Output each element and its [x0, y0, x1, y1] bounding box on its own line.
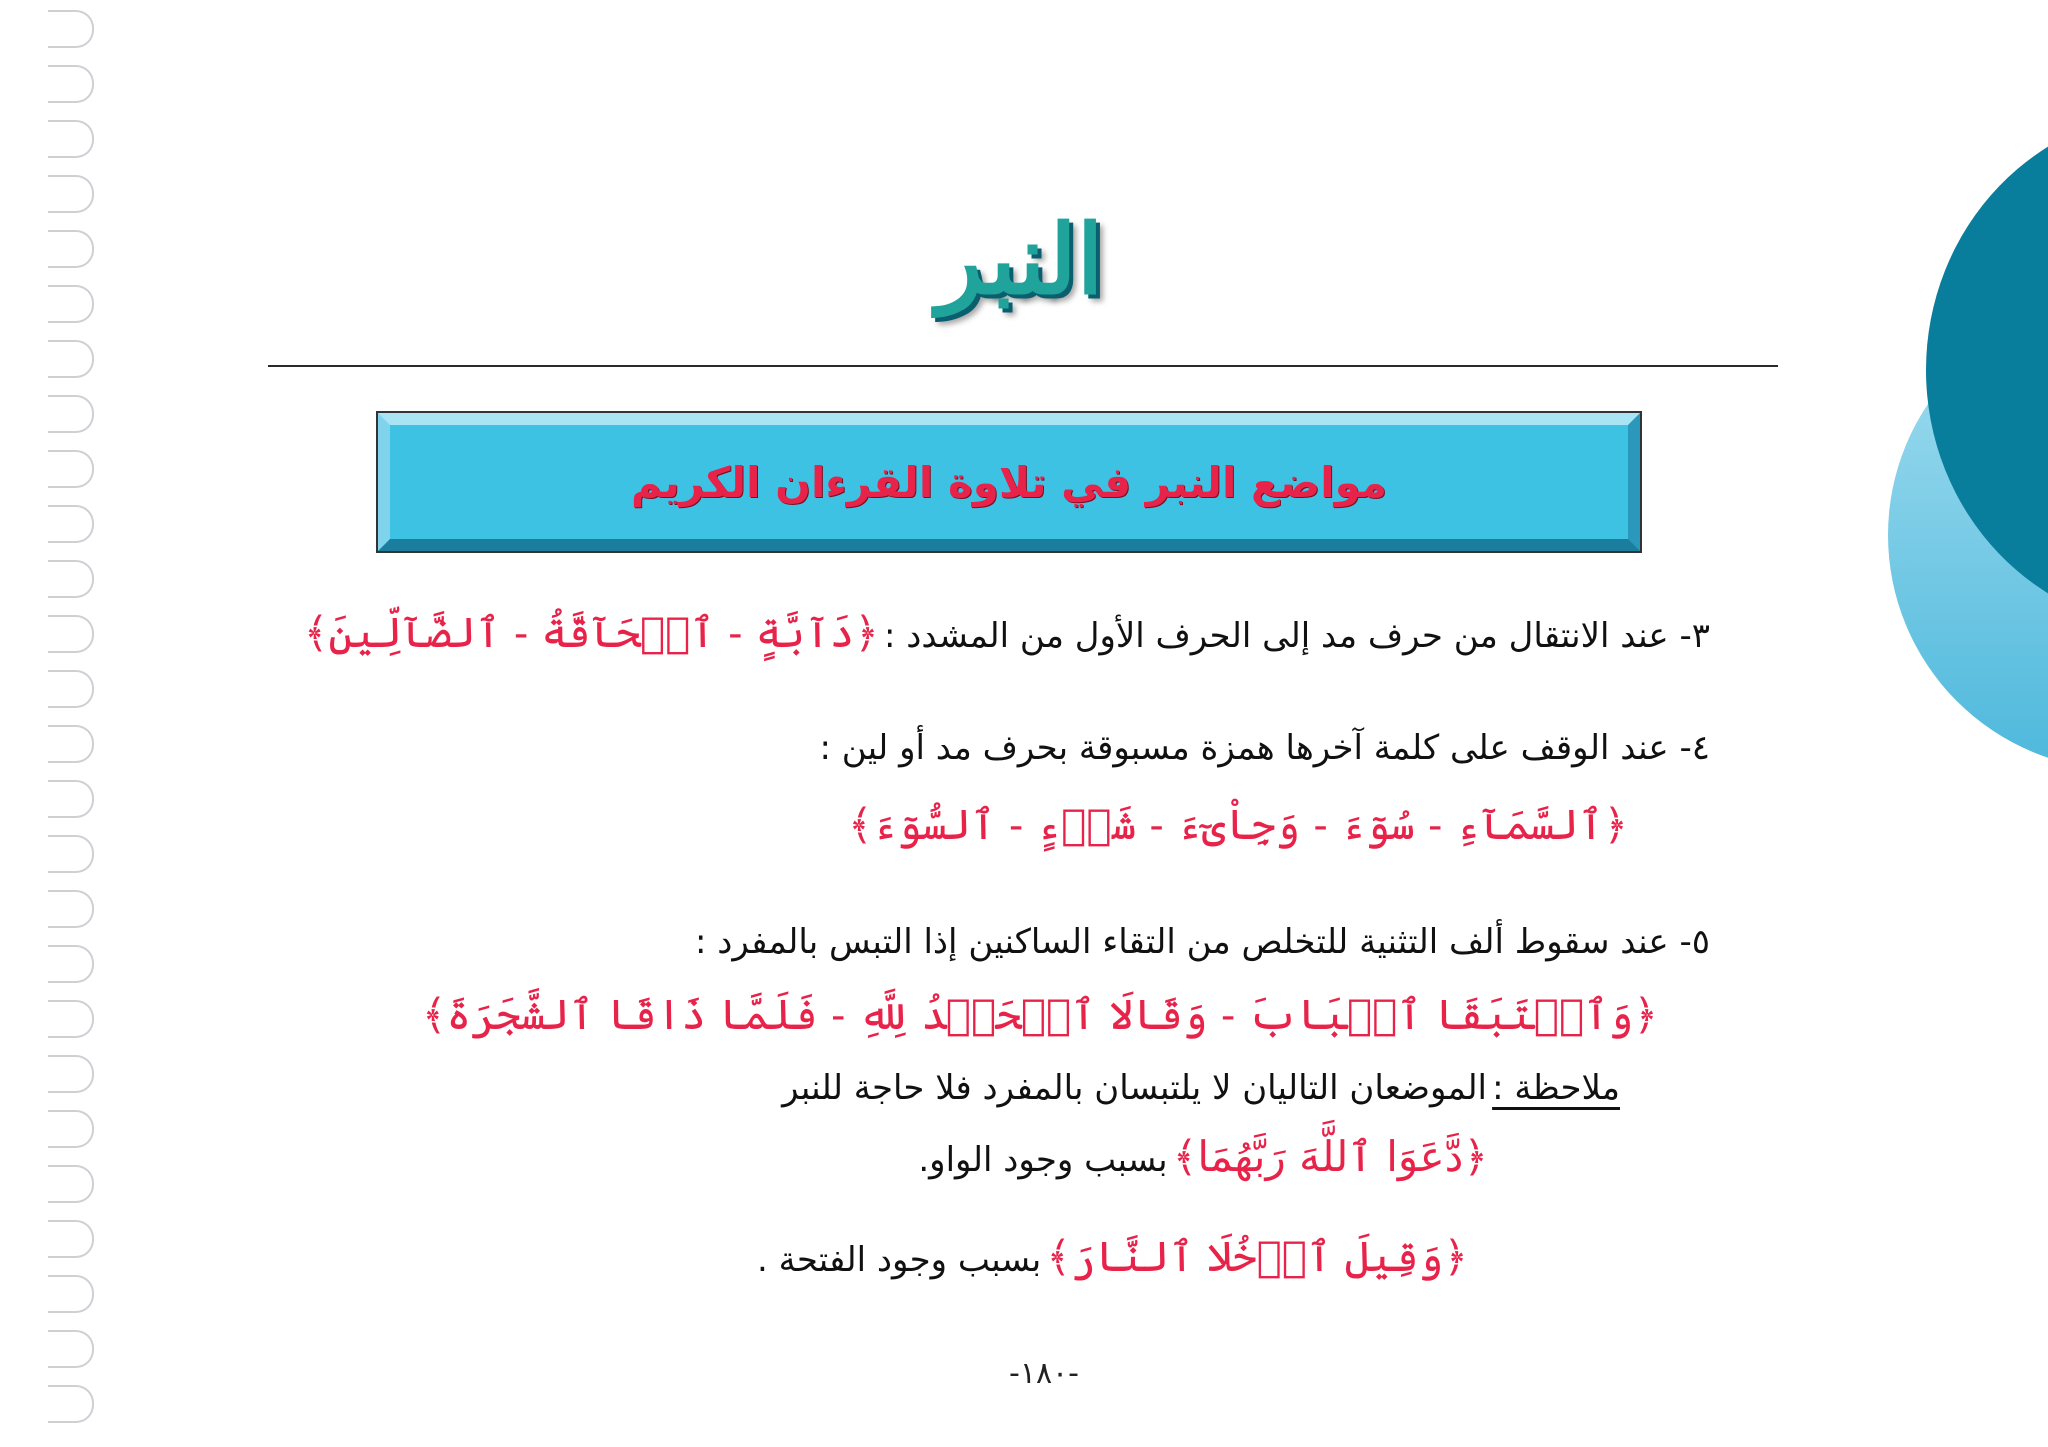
decorative-circles: [1808, 0, 2048, 780]
binder-ring: [48, 1110, 94, 1148]
binder-ring: [48, 450, 94, 488]
binder-ring: [48, 615, 94, 653]
binder-ring: [48, 1055, 94, 1093]
note-example-1-reason: بسبب وجود الواو.: [918, 1140, 1168, 1180]
binder-ring: [48, 725, 94, 763]
binder-ring: [48, 670, 94, 708]
binder-ring: [48, 1385, 94, 1423]
binder-ring: [48, 175, 94, 213]
note-example-1-verse: ﴿دَّعَوَا ٱللَّهَ رَبَّهُمَا﴾: [1172, 1132, 1488, 1181]
binder-ring: [48, 395, 94, 433]
binder-ring: [48, 1000, 94, 1038]
binder-ring: [48, 120, 94, 158]
item-4-verse: ﴿ٱلسَّمَآءِ - سُوٓءَ - وَجِاْىٓءَ - شَيۡءٍ - ٱلسُّوٓءَ﴾: [848, 800, 1628, 849]
item-4-verse-line: [848, 800, 1628, 849]
note-example-2-verse: ﴿وَقِيلَ ٱدۡخُلَا ٱلنَّارَ﴾: [1046, 1232, 1468, 1281]
binder-rings: [48, 10, 98, 1440]
binder-ring: [48, 1330, 94, 1368]
binder-ring: [48, 1275, 94, 1313]
item-3-verse: ﴿دَآبَّةٍ - ٱلۡحَآقَّةُ - ٱلضَّآلِّينَ﴾: [303, 608, 879, 657]
note-example-2: [757, 1232, 1468, 1281]
binder-ring: [48, 945, 94, 983]
binder-ring: [48, 560, 94, 598]
binder-ring: [48, 10, 94, 48]
binder-ring: [48, 890, 94, 928]
item-4-line: [820, 728, 1710, 768]
note-text: الموضعان التاليان لا يلتبسان بالمفرد فلا حاجة للنبر: [782, 1068, 1487, 1108]
heading-box-text: مواضع النبر في تلاوة القرءان الكريم: [631, 457, 1387, 507]
note-example-2-reason: بسبب وجود الفتحة .: [757, 1240, 1042, 1280]
item-3-line: [304, 608, 1710, 657]
item-5-verse-line: [422, 990, 1658, 1039]
page-number: -١٨٠-: [1009, 1356, 1079, 1391]
item-4-text: ٤- عند الوقف على كلمة آخرها همزة مسبوقة بحرف مد أو لين :: [819, 728, 1710, 768]
binder-ring: [48, 340, 94, 378]
note-line: [782, 1068, 1620, 1108]
title-divider: [268, 365, 1778, 367]
binder-ring: [48, 1220, 94, 1258]
note-example-1: [918, 1132, 1488, 1181]
item-5-text: ٥- عند سقوط ألف التثنية للتخلص من التقاء الساكنين إذا التبس بالمفرد :: [694, 922, 1710, 962]
item-5-line: [695, 922, 1710, 962]
binder-ring: [48, 505, 94, 543]
binder-ring: [48, 780, 94, 818]
item-5-verse: ﴿وَٱسۡتَبَقَا ٱلۡبَابَ - وَقَالَا ٱلۡحَمۡدُ لِلَّهِ - فَلَمَّا ذَاقَا ٱلشَّجَرَةَ﴾: [421, 990, 1658, 1039]
heading-box: [378, 413, 1640, 551]
binder-ring: [48, 285, 94, 323]
binder-ring: [48, 835, 94, 873]
binder-ring: [48, 65, 94, 103]
note-label: ملاحظة :: [1492, 1068, 1620, 1108]
page-title: النبر: [936, 203, 1104, 316]
item-3-text: ٣- عند الانتقال من حرف مد إلى الحرف الأول من المشدد :: [884, 616, 1710, 656]
binder-ring: [48, 230, 94, 268]
binder-ring: [48, 1165, 94, 1203]
